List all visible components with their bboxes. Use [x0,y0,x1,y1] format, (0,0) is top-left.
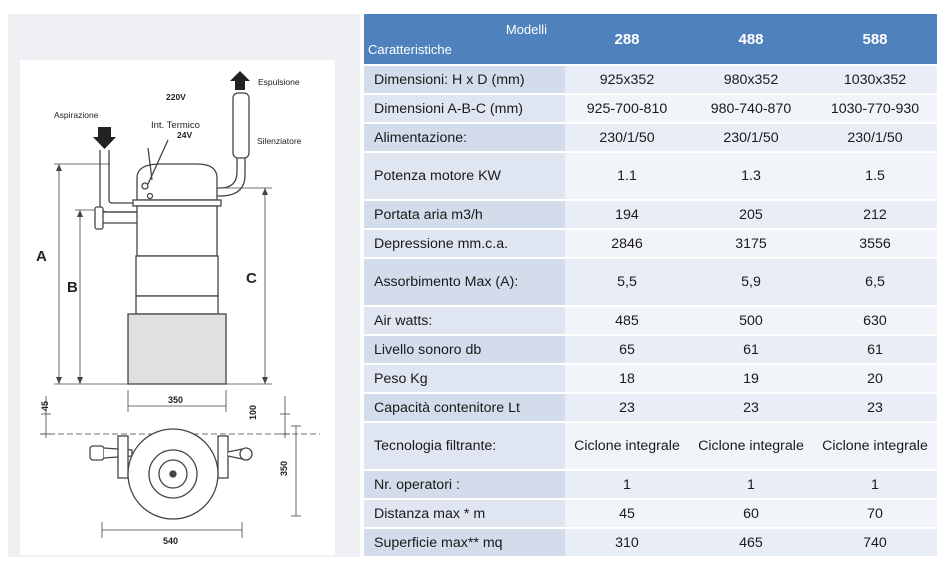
unit-body [128,256,226,384]
label-24v: 24V [177,130,193,140]
label-aspirazione: Aspirazione [54,110,99,120]
table-row [364,230,937,259]
motor-head [133,140,221,256]
specifications-table [364,14,937,558]
table-row [364,471,937,500]
models-header-label: Modelli [505,22,547,37]
label-dim-b: B [67,279,78,296]
technical-drawing [20,60,335,555]
cell-value: 70 [813,500,937,529]
cell-value: 310 [565,529,689,558]
cell-value: 925x352 [565,66,689,95]
cell-value: 1.3 [689,153,813,201]
table-row [364,259,937,307]
table-row [364,153,937,201]
cell-value: 6,5 [813,259,937,307]
label-dim-45: 45 [40,400,50,411]
table-row [364,423,937,471]
row-label: Distanza max * m [364,500,565,529]
label-dim-540: 540 [163,536,179,546]
row-label: Air watts: [364,307,565,336]
cell-value: 5,9 [689,259,813,307]
row-label: Alimentazione: [364,124,565,153]
cell-value: 205 [689,201,813,230]
intake-pipe [95,150,138,229]
cell-value: 23 [565,394,689,423]
table-row [364,500,937,529]
intake-arrow-icon [93,127,116,149]
cell-value: 1030x352 [813,66,937,95]
header-corner-cell [364,14,565,66]
row-label: Peso Kg [364,365,565,394]
cell-value: 194 [565,201,689,230]
cell-value: 1.1 [565,153,689,201]
cell-value: Ciclone integrale [689,423,813,471]
model-header-288: 288 [565,14,689,66]
cell-value: Ciclone integrale [813,423,937,471]
table-row [364,394,937,423]
cell-value: 18 [565,365,689,394]
cell-value: 925-700-810 [565,95,689,124]
table-row [364,529,937,558]
cell-value: 230/1/50 [689,124,813,153]
table-row [364,95,937,124]
cell-value: 20 [813,365,937,394]
cell-value: 500 [689,307,813,336]
plan-view [90,429,252,519]
label-silenziatore: Silenziatore [257,136,302,146]
drawing-panel [8,14,360,557]
cell-value: 3556 [813,230,937,259]
table-row [364,66,937,95]
row-label: Dimensioni: H x D (mm) [364,66,565,95]
label-int-termico: Int. Termico [151,120,200,131]
cell-value: 23 [689,394,813,423]
row-label: Tecnologia filtrante: [364,423,565,471]
cell-value: 630 [813,307,937,336]
cell-value: 23 [813,394,937,423]
cell-value: 65 [565,336,689,365]
cell-value: 2846 [565,230,689,259]
unit-diagram-svg [20,60,335,555]
label-dim-350-side: 350 [279,460,289,476]
cell-value: 1.5 [813,153,937,201]
cell-value: 230/1/50 [813,124,937,153]
table-row [364,124,937,153]
table-row [364,307,937,336]
cell-value: 1030-770-930 [813,95,937,124]
model-header-588: 588 [813,14,937,66]
table-row [364,336,937,365]
row-label: Assorbimento Max (A): [364,259,565,307]
cell-value: 3175 [689,230,813,259]
row-label: Dimensioni A-B-C (mm) [364,95,565,124]
cell-value: 19 [689,365,813,394]
cell-value: 1 [689,471,813,500]
cell-value: 61 [813,336,937,365]
cell-value: 485 [565,307,689,336]
label-220v: 220V [166,92,186,102]
cell-value: 60 [689,500,813,529]
table-row [364,365,937,394]
row-label: Portata aria m3/h [364,201,565,230]
cell-value: 740 [813,529,937,558]
features-header-label: Caratteristiche [368,42,452,57]
label-dim-100: 100 [248,404,258,420]
cell-value: 212 [813,201,937,230]
label-dim-350-top: 350 [168,395,184,405]
cell-value: Ciclone integrale [565,423,689,471]
row-label: Capacità contenitore Lt [364,394,565,423]
cell-value: 980-740-870 [689,95,813,124]
table-header-row [364,14,937,66]
cell-value: 1 [813,471,937,500]
model-header-488: 488 [689,14,813,66]
exhaust-arrow-icon [230,71,250,90]
label-dim-c: C [246,270,257,287]
cell-value: 980x352 [689,66,813,95]
cell-value: 5,5 [565,259,689,307]
row-label: Nr. operatori : [364,471,565,500]
cell-value: 61 [689,336,813,365]
table-row [364,201,937,230]
cell-value: 1 [565,471,689,500]
row-label: Depressione mm.c.a. [364,230,565,259]
label-dim-a: A [36,248,47,265]
row-label: Superficie max** mq [364,529,565,558]
cell-value: 45 [565,500,689,529]
cell-value: 465 [689,529,813,558]
row-label: Potenza motore KW [364,153,565,201]
label-espulsione: Espulsione [258,77,300,87]
row-label: Livello sonoro db [364,336,565,365]
cell-value: 230/1/50 [565,124,689,153]
